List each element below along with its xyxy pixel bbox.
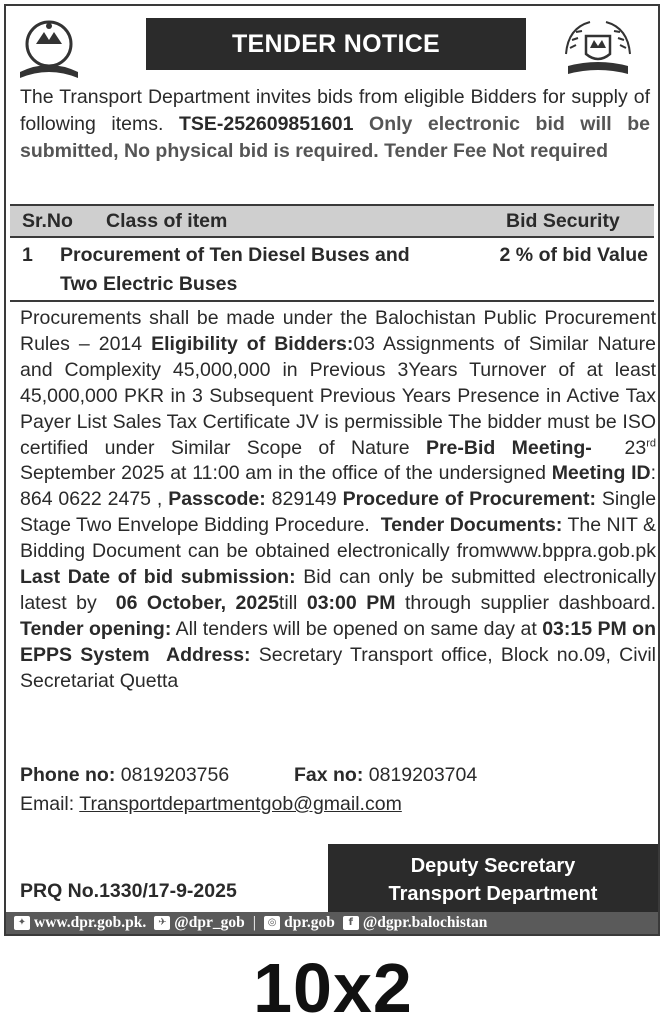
intro-paragraph — [20, 84, 650, 165]
email-label: Email: — [20, 793, 75, 815]
phone-fax-row — [20, 764, 478, 787]
prebid-label: Pre-Bid Meeting- — [425, 436, 592, 459]
prebid-day-suffix: rd — [646, 437, 656, 450]
procedure-text: Single Stage Two Envelope Bidding Procedure. — [20, 488, 657, 537]
meeting-id: : 864 0622 2475 , — [20, 462, 656, 511]
eligibility-text: 03 Assignments of Similar Nature and Complexity 45,000,000 in Previous 3Years Turnover of at least 45,000,000 PKR in 3 Subsequent Previous Years Presence in Active Tax Payer List Sales Tax Certificate JV is permissible The bidder must be ISO certified under Similar Scope of Nature — [20, 332, 656, 459]
tse-code: TSE-252609851601 — [178, 113, 354, 135]
intro-bid-note: Only electronic bid will be submitted, No physical bid is required. Tender Fee Not required — [20, 113, 650, 162]
prebid-day: 23 — [624, 436, 647, 459]
row-item: Procurement of Ten Diesel Buses and Two Electric Buses — [60, 244, 410, 295]
col-sr-no: Sr.No — [22, 210, 73, 232]
row-sr: 1 — [22, 244, 33, 266]
footer-instagram[interactable] — [264, 914, 335, 932]
fax-group — [294, 764, 477, 787]
footer-website[interactable] — [14, 914, 146, 932]
instagram-icon: ◎ — [264, 916, 280, 930]
footer-divider: | — [252, 914, 257, 931]
footer-facebook[interactable] — [343, 914, 488, 932]
address-text: Secretary Transport office, Block no.09, Civil Secretariat Quetta — [20, 643, 656, 692]
last-date-label: Last Date of bid submission: — [20, 566, 296, 589]
footer-bar — [6, 912, 658, 934]
notice-body — [20, 306, 656, 695]
footer-instagram-text: dpr.gob — [284, 914, 335, 931]
tender-documents-text: The NIT & Bidding Document can be obtained electronically fromwww.bppra.gob.pk — [20, 514, 656, 563]
row-security: 2 % of bid Value — [499, 244, 648, 266]
footer-website-text: www.dpr.gob.pk. — [34, 914, 147, 931]
address-label: Address: — [166, 643, 251, 666]
page-title: TENDER NOTICE — [146, 18, 526, 70]
email-row — [20, 793, 402, 816]
passcode-label: Passcode: — [168, 488, 266, 511]
footer-facebook-text: @dgpr.balochistan — [362, 914, 488, 931]
fax-number: 0819203704 — [368, 764, 478, 786]
balochistan-emblem-logo — [14, 14, 84, 84]
phone-number: 0819203756 — [120, 764, 230, 786]
tender-notice — [4, 4, 660, 936]
phone-label: Phone no: — [20, 764, 116, 786]
items-table-header — [10, 204, 654, 238]
government-crest-logo — [558, 14, 638, 84]
last-time: 03:00 PM — [306, 591, 396, 614]
email-link[interactable]: Transportdepartmentgob@gmail.com — [79, 793, 402, 815]
facebook-icon: f — [343, 916, 359, 930]
meeting-id-label: Meeting ID — [551, 462, 651, 485]
table-row — [10, 238, 654, 302]
col-bid-security: Bid Security — [506, 210, 620, 232]
through-text: through supplier dashboard. — [405, 591, 657, 614]
signature-block — [328, 844, 658, 918]
procedure-label: Procedure of Procurement: — [342, 488, 596, 511]
footer-twitter[interactable] — [154, 914, 244, 932]
fax-label: Fax no: — [294, 764, 364, 786]
col-class-of-item: Class of item — [106, 210, 228, 232]
signature-title: Deputy Secretary — [410, 855, 576, 877]
procurement-rules-text: Procurements shall be made under the Balochistan Public Procurement Rules – 2014 — [20, 307, 656, 355]
intro-text: The Transport Department invites bids from eligible Bidders for supply of following items. — [20, 86, 650, 135]
last-date-text: Bid can only be submitted electronically latest by — [20, 566, 657, 614]
tender-documents-label: Tender Documents: — [380, 514, 563, 537]
signature-department: Transport Department — [388, 883, 598, 905]
tender-opening-time: 03:15 PM on EPPS System — [20, 617, 656, 666]
prq-number: PRQ No.1330/17-9-2025 — [20, 880, 237, 902]
passcode: 829149 — [271, 488, 337, 511]
eligibility-label: Eligibility of Bidders: — [151, 332, 354, 355]
prebid-text: September 2025 at 11:00 am in the office of the undersigned — [20, 462, 546, 485]
ad-size-label: 10x2 — [253, 949, 413, 1027]
tender-opening-text: All tenders will be opened on same day at — [175, 617, 537, 640]
twitter-icon: ✈ — [154, 916, 170, 930]
last-date: 06 October, 2025 — [115, 591, 279, 614]
tender-opening-label: Tender opening: — [20, 617, 172, 640]
emblem-icon: ✦ — [14, 916, 30, 930]
till-text: till — [278, 591, 298, 614]
footer-twitter-text: @dpr_gob — [174, 914, 245, 931]
